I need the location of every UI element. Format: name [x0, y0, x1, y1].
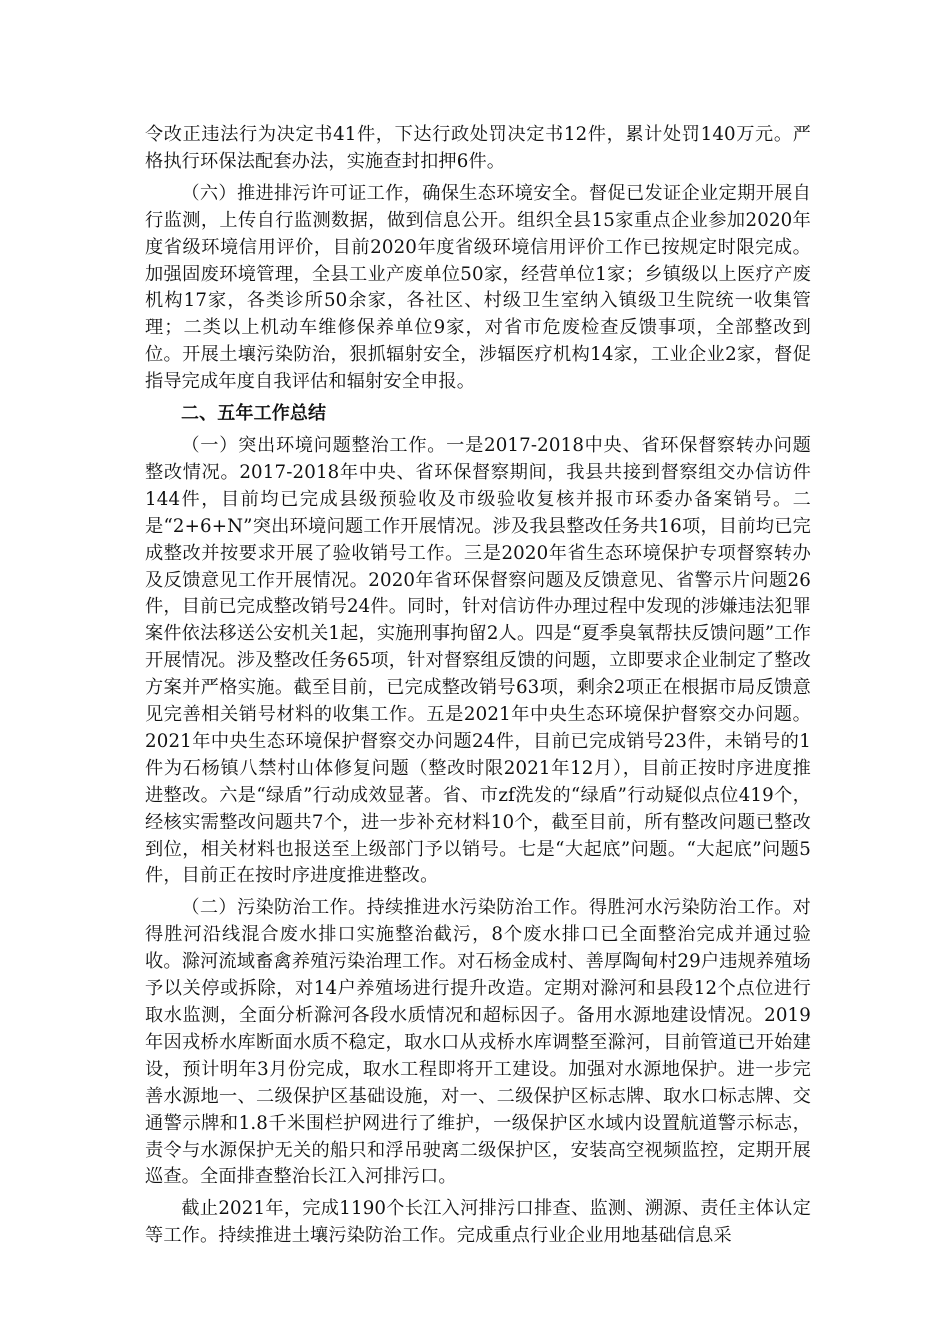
paragraph-pollution-control: （二）污染防治工作。持续推进水污染防治工作。得胜河水污染防治工作。对得胜河沿线混合废水排口实施整治截污，8个废水排口已全面整治完成并通过验收。滁河流域畜禽养殖污染治理工作。对石杨金成村、善厚陶甸村29户违规养殖场予以关停或拆除，对14户养殖场进行提升改造。定期对滁河和县段12个点位进行取水监测，全面分析滁河各段水质情况和超标因子。备用水源地建设情况。2019年因戎桥水库断面水质不稳定，取水口从戎桥水库调整至滁河，目前管道已开始建设，预计明年3月份完成，取水工程即将开工建设。加强对水源地保护。进一步完善水源地一、二级保护区基础设施，对一、二级保护区标志牌、取水口标志牌、交通警示牌和1.8千米围栏护网进行了维护，一级保护区水域内设置航道警示标志，责令与水源保护无关的船只和浮吊驶离二级保护区，安装高空视频监控，定期开展巡查。全面排查整治长江入河排污口。 — [145, 897, 811, 1188]
document-body — [145, 122, 811, 1255]
paragraph-pollution-permit: （六）推进排污许可证工作，确保生态环境安全。督促已发证企业定期开展自行监测，上传自行监测数据，做到信息公开。组织全县15家重点企业参加2020年度省级环境信用评价，目前2020年度省级环境信用评价工作已按规定时限完成。加强固废环境管理，全县工业产废单位50家，经营单位1家；乡镇级以上医疗产废机构17家，各类诊所50余家，各社区、村级卫生室纳入镇级卫生院统一收集管理；二类以上机动车维修保养单位9家，对省市危废检查反馈事项，全部整改到位。开展土壤污染防治，狠抓辐射安全，涉辐医疗机构14家，工业企业2家，督促指导完成年度自我评估和辐射安全申报。 — [145, 182, 811, 393]
paragraph-continued: 令改正违法行为决定书41件，下达行政处罚决定书12件，累计处罚140万元。严格执行环保法配套办法，实施查封扣押6件。 — [145, 124, 811, 172]
paragraph-environment-rectification: （一）突出环境问题整治工作。一是2017-2018中央、省环保督察转办问题整改情况。2017-2018年中央、省环保督察期间，我县共接到督察组交办信访件144件，目前均已完成县级预验收及市级验收复核并报市环委办备案销号。二是“2+6+N”突出环境问题工作开展情况。涉及我县整改任务共16项，目前均已完成整改并按要求开展了验收销号工作。三是2020年省生态环境保护专项督察转办及反馈意见工作开展情况。2020年省环保督察问题及反馈意见、省警示片问题26件，目前已完成整改销号24件。同时，针对信访件办理过程中发现的涉嫌违法犯罪案件依法移送公安机关1起，实施刑事拘留2人。四是“夏季臭氧帮扶反馈问题”工作开展情况。涉及整改任务65项，针对督察组反馈的问题，立即要求企业制定了整改方案并严格实施。截至目前，已完成整改销号63项，剩余2项正在根据市局反馈意见完善相关销号材料的收集工作。五是2021年中央生态环境保护督察交办问题。2021年中央生态环境保护督察交办问题24件，目前已完成销号23件，未销号的1件为石杨镇八禁村山体修复问题（整改时限2021年12月），目前正按时序进度推进整改。六是“绿盾”行动成效显著。省、市zf洗发的“绿盾”行动疑似点位419个，经核实需整改问题共7个，进一步补充材料10个，截至目前，所有整改问题已整改到位，相关材料也报送至上级部门予以销号。七是“大起底”问题。“大起底”问题5件，目前正在按时序进度推进整改。 — [145, 434, 811, 887]
section-heading: 二、五年工作总结 — [181, 403, 327, 425]
paragraph-outfall-survey: 截止2021年，完成1190个长江入河排污口排查、监测、溯源、责任主体认定等工作。持续推进土壤污染防治工作。完成重点行业企业用地基础信息采 — [145, 1198, 811, 1247]
